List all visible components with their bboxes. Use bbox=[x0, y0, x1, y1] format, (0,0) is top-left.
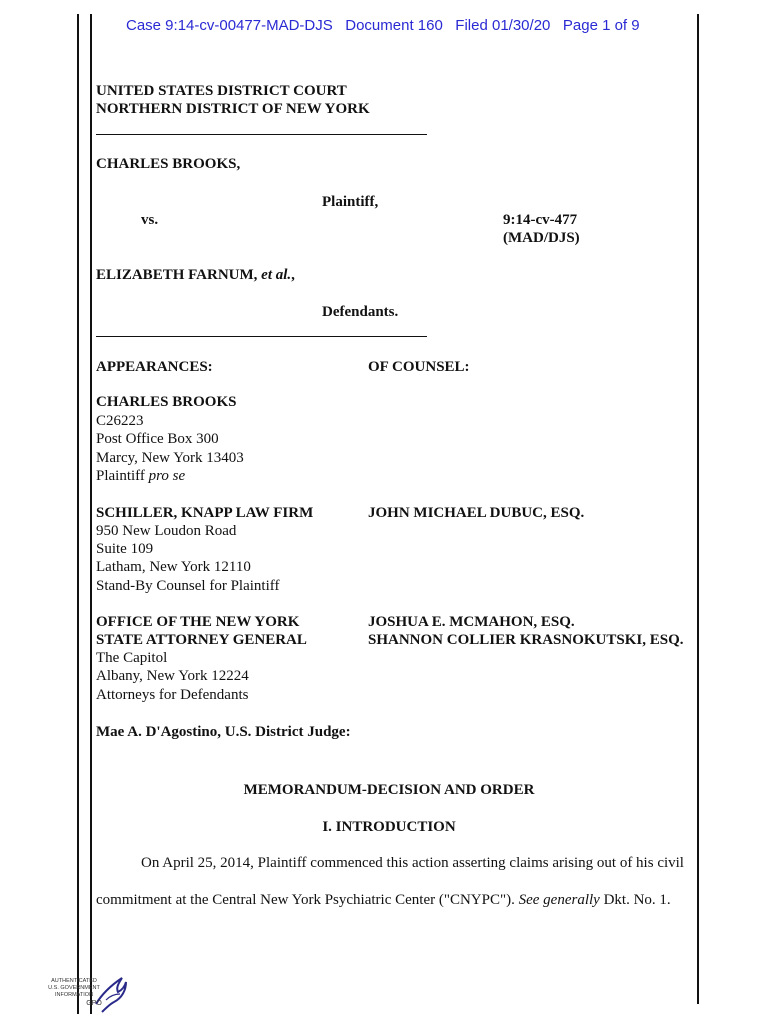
case-number: 9:14-cv-477 bbox=[503, 212, 578, 228]
counsel-name: JOHN MICHAEL DUBUC, ESQ. bbox=[368, 505, 585, 521]
gpo-seal-text-line: U.S. GOVERNMENT bbox=[48, 985, 100, 991]
appearance-address-line: Suite 109 bbox=[96, 541, 154, 557]
appearance-address-line: Post Office Box 300 bbox=[96, 431, 219, 447]
appearance-address-line: The Capitol bbox=[96, 650, 168, 666]
appearance-firm-name: OFFICE OF THE NEW YORK bbox=[96, 614, 300, 630]
left-margin-rule-inner bbox=[90, 14, 92, 1014]
gpo-seal-mark: GPO bbox=[86, 1000, 102, 1007]
appearance-address-line: 950 New Loudon Road bbox=[96, 523, 237, 539]
caption-divider-bottom bbox=[96, 336, 427, 337]
right-margin-rule bbox=[697, 14, 699, 1004]
appearance-address-line: Albany, New York 12224 bbox=[96, 668, 249, 684]
appearance-address-line: Latham, New York 12110 bbox=[96, 559, 251, 575]
appearance-firm-name: STATE ATTORNEY GENERAL bbox=[96, 632, 307, 648]
versus-label: vs. bbox=[141, 212, 159, 228]
judge-line: Mae A. D'Agostino, U.S. District Judge: bbox=[96, 724, 351, 740]
appearance-address-line: Marcy, New York 13403 bbox=[96, 450, 244, 466]
eagle-icon bbox=[92, 974, 130, 1014]
gpo-seal-text-line: AUTHENTICATED bbox=[51, 978, 97, 984]
appearance-address-line: C26223 bbox=[96, 413, 144, 429]
appearances-heading: APPEARANCES: bbox=[96, 359, 213, 375]
defendant-name: ELIZABETH FARNUM, et al., bbox=[96, 267, 295, 283]
of-counsel-heading: OF COUNSEL: bbox=[368, 359, 470, 375]
plaintiff-name: CHARLES BROOKS, bbox=[96, 156, 241, 172]
left-margin-rule-outer bbox=[77, 14, 79, 1014]
court-name-line2: NORTHERN DISTRICT OF NEW YORK bbox=[96, 101, 370, 117]
appearance-party-name: CHARLES BROOKS bbox=[96, 394, 237, 410]
caption-divider-top bbox=[96, 134, 427, 135]
court-name-line1: UNITED STATES DISTRICT COURT bbox=[96, 83, 347, 99]
document-title: MEMORANDUM-DECISION AND ORDER bbox=[243, 782, 535, 798]
case-header-stamp: Case 9:14-cv-00477-MAD-DJS Document 160 Filed 01/30/20 Page 1 of 9 bbox=[126, 17, 640, 34]
body-paragraph-line: commitment at the Central New York Psychiatric Center ("CNYPC"). See generally Dkt. No. 1. bbox=[96, 892, 671, 908]
appearance-role: Stand-By Counsel for Plaintiff bbox=[96, 578, 280, 594]
appearance-role: Plaintiff pro se bbox=[96, 468, 186, 484]
counsel-name: SHANNON COLLIER KRASNOKUTSKI, ESQ. bbox=[368, 632, 684, 648]
counsel-name: JOSHUA E. MCMAHON, ESQ. bbox=[368, 614, 575, 630]
gpo-authentication-seal bbox=[40, 974, 130, 1014]
case-judges-suffix: (MAD/DJS) bbox=[503, 230, 580, 246]
gpo-seal-text-line: INFORMATION bbox=[54, 992, 94, 998]
defendant-role: Defendants. bbox=[322, 304, 399, 320]
section-heading: I. INTRODUCTION bbox=[322, 819, 456, 835]
appearance-firm-name: SCHILLER, KNAPP LAW FIRM bbox=[96, 505, 314, 521]
plaintiff-role: Plaintiff, bbox=[322, 194, 379, 210]
body-paragraph-line: On April 25, 2014, Plaintiff commenced this action asserting claims arising out of his civil bbox=[141, 855, 684, 871]
appearance-role: Attorneys for Defendants bbox=[96, 687, 249, 703]
